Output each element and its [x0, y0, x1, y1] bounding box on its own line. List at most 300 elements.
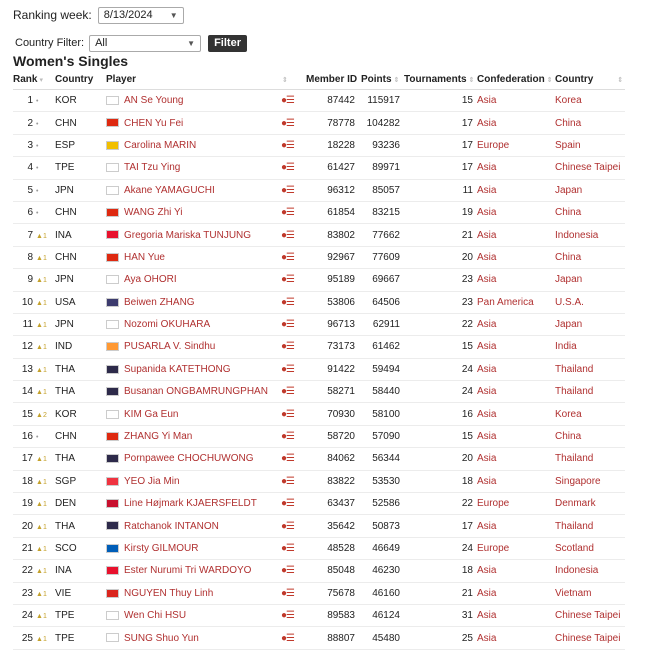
filter-button[interactable]: Filter [208, 35, 247, 52]
rank-change: 1 [42, 344, 47, 352]
rank-up-icon: ▲1 [36, 613, 47, 621]
points: 104282 [361, 112, 404, 134]
rank-change: 1 [42, 232, 47, 240]
rank-change: 1 [42, 299, 47, 307]
country-code: THA [55, 358, 106, 380]
table-row[interactable] [13, 560, 625, 582]
points: 58100 [361, 403, 404, 425]
tournaments: 20 [404, 448, 477, 470]
points: 52586 [361, 493, 404, 515]
player-name-link[interactable]: Busanan ONGBAMRUNGPHAN [124, 386, 268, 398]
country-name[interactable]: India [555, 336, 625, 358]
country-name[interactable]: Scotland [555, 537, 625, 559]
country-code: JPN [55, 269, 106, 291]
player-name-link[interactable]: Ratchanok INTANON [124, 520, 219, 532]
country-name[interactable]: Chinese Taipei [555, 627, 625, 649]
points: 59494 [361, 358, 404, 380]
country-name[interactable]: China [555, 112, 625, 134]
rank-same-icon: • [36, 165, 39, 173]
table-row[interactable] [13, 201, 625, 223]
player-profile-icon[interactable]: ●☰ [280, 319, 294, 331]
confederation[interactable]: Asia [477, 269, 555, 291]
player-name-link[interactable]: Pornpawee CHOCHUWONG [124, 453, 254, 465]
rank-up-icon: ▲1 [36, 366, 47, 374]
confederation[interactable]: Asia [477, 627, 555, 649]
sort-icon: ⇕ [393, 77, 400, 84]
player-name-link[interactable]: Nozomi OKUHARA [124, 319, 211, 331]
sort-icon: ⇕ [546, 77, 553, 84]
member-id: 53806 [306, 291, 361, 313]
player-name-link[interactable]: Ester Nurumi Tri WARDOYO [124, 565, 252, 577]
rank-same-icon: • [36, 187, 39, 195]
table-row[interactable] [13, 627, 625, 649]
member-id: 85048 [306, 560, 361, 582]
flag-icon [106, 163, 119, 172]
confederation[interactable]: Asia [477, 381, 555, 403]
player-profile-icon[interactable]: ●☰ [280, 587, 294, 599]
confederation[interactable]: Asia [477, 246, 555, 268]
chevron-down-icon: ▼ [187, 38, 196, 48]
player-name-link[interactable]: Supanida KATETHONG [124, 363, 231, 375]
table-row[interactable] [13, 358, 625, 380]
player-profile-icon[interactable]: ●☰ [280, 632, 294, 644]
tournaments: 24 [404, 537, 477, 559]
table-row[interactable] [13, 90, 625, 112]
flag-icon [106, 477, 119, 486]
rank-same-icon: • [36, 120, 39, 128]
rank-value: 24 [21, 610, 33, 622]
country-code: DEN [55, 493, 106, 515]
rank-cell [13, 313, 55, 335]
rank-value: 12 [21, 341, 33, 353]
flag-icon [106, 208, 119, 217]
country-filter-row [15, 34, 247, 52]
member-id: 75678 [306, 582, 361, 604]
rank-cell [13, 134, 55, 156]
player-cell [106, 246, 306, 268]
flag-icon [106, 298, 119, 307]
flag-icon [106, 365, 119, 374]
player-name-link[interactable]: Akane YAMAGUCHI [124, 184, 215, 196]
rank-cell [13, 448, 55, 470]
country-code: JPN [55, 313, 106, 335]
rank-value: 19 [21, 498, 33, 510]
points: 45480 [361, 627, 404, 649]
player-profile-icon[interactable]: ●☰ [280, 543, 294, 554]
table-row[interactable] [13, 515, 625, 537]
rank-change: 1 [42, 389, 47, 397]
col-country-name-label: Country [555, 74, 594, 85]
confederation[interactable]: Asia [477, 201, 555, 223]
points: 50873 [361, 515, 404, 537]
tournaments: 21 [404, 224, 477, 246]
points: 58440 [361, 381, 404, 403]
confederation[interactable]: Pan America [477, 291, 555, 313]
col-player[interactable] [106, 70, 306, 90]
rank-change: 1 [42, 254, 47, 262]
confederation[interactable]: Asia [477, 336, 555, 358]
player-name-link[interactable]: Gregoria Mariska TUNJUNG [124, 229, 252, 241]
player-name-link[interactable]: CHEN Yu Fei [124, 117, 184, 129]
player-cell [106, 157, 306, 179]
table-row[interactable] [13, 269, 625, 291]
player-cell [106, 269, 306, 291]
points: 64506 [361, 291, 404, 313]
flag-icon [106, 186, 119, 195]
rank-cell [13, 112, 55, 134]
points: 93236 [361, 134, 404, 156]
rank-cell [13, 381, 55, 403]
player-profile-icon[interactable]: ●☰ [280, 139, 294, 151]
member-id: 61427 [306, 157, 361, 179]
flag-icon [106, 633, 119, 642]
table-row[interactable] [13, 291, 625, 313]
rank-value: 3 [27, 139, 33, 151]
country-name[interactable]: Chinese Taipei [555, 157, 625, 179]
country-name[interactable]: Thailand [555, 448, 625, 470]
member-id: 96713 [306, 313, 361, 335]
points: 53530 [361, 470, 404, 492]
member-id: 63437 [306, 493, 361, 515]
country-name[interactable]: Japan [555, 269, 625, 291]
country-filter-select[interactable] [89, 35, 201, 52]
rank-cell [13, 604, 55, 626]
confederation[interactable]: Asia [477, 358, 555, 380]
rank-cell [13, 157, 55, 179]
table-row[interactable] [13, 470, 625, 492]
flag-icon [106, 544, 119, 553]
points: 77609 [361, 246, 404, 268]
country-name[interactable]: Japan [555, 179, 625, 201]
member-id: 84062 [306, 448, 361, 470]
tournaments: 16 [404, 403, 477, 425]
col-points-label: Points [361, 74, 392, 85]
country-filter-label: Country Filter: [15, 37, 85, 49]
player-cell [106, 336, 306, 358]
player-name-link[interactable]: HAN Yue [124, 251, 165, 263]
flag-icon [106, 432, 119, 441]
member-id: 58720 [306, 425, 361, 447]
player-profile-icon[interactable]: ●☰ [280, 229, 294, 241]
rank-change: 1 [42, 366, 47, 374]
country-name[interactable]: Japan [555, 313, 625, 335]
col-points[interactable] [361, 70, 404, 90]
player-name-link[interactable]: Beiwen ZHANG [124, 296, 195, 308]
country-name[interactable]: Thailand [555, 381, 625, 403]
player-profile-icon[interactable]: ●☰ [280, 565, 294, 577]
rank-value: 23 [21, 587, 33, 599]
rank-value: 1 [27, 95, 33, 107]
confederation[interactable]: Asia [477, 224, 555, 246]
player-name-link[interactable]: Kirsty GILMOUR [124, 543, 199, 554]
member-id: 91422 [306, 358, 361, 380]
player-profile-icon[interactable]: ●☰ [280, 207, 294, 219]
rank-same-icon: • [36, 142, 39, 150]
country-name[interactable]: China [555, 425, 625, 447]
member-id: 83822 [306, 470, 361, 492]
member-id: 92967 [306, 246, 361, 268]
col-member-id-label: Member ID [306, 74, 358, 85]
rank-up-icon: ▲1 [36, 299, 47, 307]
rank-up-icon: ▲1 [36, 277, 47, 285]
flag-icon [106, 118, 119, 127]
flag-icon [106, 387, 119, 396]
country-code: CHN [55, 425, 106, 447]
page-title: Women's Singles [13, 53, 129, 69]
confederation[interactable]: Asia [477, 448, 555, 470]
country-name[interactable]: Korea [555, 90, 625, 112]
country-name[interactable]: Spain [555, 134, 625, 156]
country-code: VIE [55, 582, 106, 604]
member-id: 73173 [306, 336, 361, 358]
tournaments: 17 [404, 515, 477, 537]
player-name-link[interactable]: ZHANG Yi Man [124, 431, 193, 443]
player-name-link[interactable]: SUNG Shuo Yun [124, 632, 199, 644]
country-name[interactable]: Singapore [555, 470, 625, 492]
flag-icon [106, 253, 119, 262]
country-code: THA [55, 448, 106, 470]
sort-icon: ⇕ [282, 77, 288, 84]
tournaments: 17 [404, 112, 477, 134]
table-row[interactable] [13, 246, 625, 268]
player-profile-icon[interactable]: ●☰ [280, 610, 294, 622]
rank-cell [13, 403, 55, 425]
tournaments: 25 [404, 627, 477, 649]
player-profile-icon[interactable]: ●☰ [280, 274, 294, 286]
player-cell [106, 381, 306, 403]
country-name[interactable]: Indonesia [555, 560, 625, 582]
player-profile-icon[interactable]: ●☰ [280, 498, 294, 510]
country-name[interactable]: Chinese Taipei [555, 604, 625, 626]
points: 46124 [361, 604, 404, 626]
player-profile-icon[interactable]: ●☰ [280, 453, 294, 465]
flag-icon [106, 521, 119, 530]
country-code: ESP [55, 134, 106, 156]
rank-cell [13, 537, 55, 559]
tournaments: 15 [404, 90, 477, 112]
rank-value: 22 [21, 565, 33, 577]
rank-value: 15 [21, 408, 33, 420]
table-row[interactable] [13, 582, 625, 604]
table-row[interactable] [13, 179, 625, 201]
player-profile-icon[interactable]: ●☰ [280, 341, 294, 353]
player-cell [106, 358, 306, 380]
rank-change: 1 [42, 478, 47, 486]
member-id: 48528 [306, 537, 361, 559]
rank-up-icon: ▲1 [36, 590, 47, 598]
country-code: CHN [55, 112, 106, 134]
tournaments: 20 [404, 246, 477, 268]
player-name-link[interactable]: PUSARLA V. Sindhu [124, 341, 216, 353]
points: 77662 [361, 224, 404, 246]
confederation[interactable]: Asia [477, 425, 555, 447]
flag-icon [106, 611, 119, 620]
confederation[interactable]: Asia [477, 313, 555, 335]
player-cell [106, 493, 306, 515]
player-name-link[interactable]: KIM Ga Eun [124, 408, 179, 420]
rank-value: 2 [27, 117, 33, 129]
table-row[interactable] [13, 493, 625, 515]
player-profile-icon[interactable]: ●☰ [280, 408, 294, 420]
col-confederation-label: Confederation [477, 74, 545, 85]
col-country[interactable] [55, 70, 106, 90]
table-row[interactable] [13, 448, 625, 470]
player-profile-icon[interactable]: ●☰ [280, 431, 294, 443]
country-name[interactable]: China [555, 246, 625, 268]
player-profile-icon[interactable]: ●☰ [280, 117, 294, 129]
flag-icon [106, 566, 119, 575]
country-name[interactable]: China [555, 201, 625, 223]
col-country-name[interactable] [555, 70, 625, 90]
member-id: 35642 [306, 515, 361, 537]
player-cell [106, 560, 306, 582]
rank-change: 1 [42, 523, 47, 531]
player-profile-icon[interactable]: ●☰ [280, 386, 294, 398]
rank-up-icon: ▲1 [36, 635, 47, 643]
country-name[interactable]: Denmark [555, 493, 625, 515]
rank-cell [13, 269, 55, 291]
ranking-week-value: 8/13/2024 [103, 9, 153, 21]
table-row[interactable] [13, 224, 625, 246]
confederation[interactable]: Asia [477, 112, 555, 134]
player-name-link[interactable]: TAI Tzu Ying [124, 162, 181, 174]
player-name-link[interactable]: NGUYEN Thuy Linh [124, 587, 214, 599]
table-row[interactable] [13, 134, 625, 156]
tournaments: 23 [404, 269, 477, 291]
sort-icon: ⇕ [468, 77, 475, 84]
rank-cell [13, 224, 55, 246]
confederation[interactable]: Asia [477, 179, 555, 201]
player-profile-icon[interactable]: ●☰ [280, 520, 294, 532]
table-row[interactable] [13, 537, 625, 559]
col-confederation[interactable] [477, 70, 555, 90]
player-profile-icon[interactable]: ●☰ [280, 251, 294, 263]
player-name-link[interactable]: Line Højmark KJAERSFELDT [124, 498, 257, 510]
rank-up-icon: ▲1 [36, 478, 47, 486]
country-name[interactable]: Indonesia [555, 224, 625, 246]
rank-up-icon: ▲1 [36, 254, 47, 262]
tournaments: 18 [404, 560, 477, 582]
country-name[interactable]: Vietnam [555, 582, 625, 604]
confederation[interactable]: Asia [477, 157, 555, 179]
rank-change: 1 [42, 501, 47, 509]
rank-up-icon: ▲2 [36, 411, 47, 419]
player-name-link[interactable]: Wen Chi HSU [124, 610, 187, 622]
col-rank-label: Rank [13, 74, 38, 85]
table-header [13, 70, 625, 90]
rank-change: 1 [42, 590, 47, 598]
rank-cell [13, 336, 55, 358]
country-name[interactable]: Thailand [555, 515, 625, 537]
player-name-link[interactable]: WANG Zhi Yi [124, 207, 183, 219]
flag-icon [106, 275, 119, 284]
rank-cell [13, 425, 55, 447]
country-code: THA [55, 381, 106, 403]
confederation[interactable]: Asia [477, 403, 555, 425]
col-rank[interactable] [13, 70, 55, 90]
table-row[interactable] [13, 313, 625, 335]
confederation[interactable]: Europe [477, 493, 555, 515]
confederation[interactable]: Asia [477, 560, 555, 582]
table-row[interactable] [13, 336, 625, 358]
confederation[interactable]: Asia [477, 470, 555, 492]
confederation[interactable]: Asia [477, 582, 555, 604]
rank-value: 21 [21, 543, 33, 554]
rank-value: 8 [27, 251, 33, 263]
rank-cell [13, 246, 55, 268]
confederation[interactable]: Asia [477, 90, 555, 112]
flag-icon [106, 342, 119, 351]
table-row[interactable] [13, 403, 625, 425]
player-cell [106, 201, 306, 223]
rank-up-icon: ▲1 [36, 523, 47, 531]
table-row[interactable] [13, 425, 625, 447]
player-cell [106, 90, 306, 112]
confederation[interactable]: Asia [477, 515, 555, 537]
rank-value: 9 [27, 274, 33, 286]
player-profile-icon[interactable]: ●☰ [280, 296, 294, 308]
member-id: 70930 [306, 403, 361, 425]
player-name-link[interactable]: Aya OHORI [124, 274, 177, 286]
player-cell [106, 403, 306, 425]
player-profile-icon[interactable]: ●☰ [280, 363, 294, 375]
rank-cell [13, 470, 55, 492]
ranking-table-body [13, 90, 625, 650]
points: 62911 [361, 313, 404, 335]
rank-value: 11 [22, 319, 33, 331]
rank-cell [13, 560, 55, 582]
table-row[interactable] [13, 381, 625, 403]
flag-icon [106, 320, 119, 329]
country-filter-value: All [95, 37, 108, 49]
flag-icon [106, 96, 119, 105]
confederation[interactable]: Europe [477, 537, 555, 559]
rank-change: 1 [42, 322, 47, 330]
table-row[interactable] [13, 157, 625, 179]
player-profile-icon[interactable]: ●☰ [280, 184, 294, 196]
country-name[interactable]: U.S.A. [555, 291, 625, 313]
rank-change: 1 [42, 568, 47, 576]
country-name[interactable]: Thailand [555, 358, 625, 380]
col-tournaments[interactable] [404, 70, 477, 90]
player-name-link[interactable]: Carolina MARIN [124, 139, 197, 151]
country-code: JPN [55, 179, 106, 201]
ranking-week-select[interactable] [98, 7, 184, 24]
rank-cell [13, 358, 55, 380]
player-cell [106, 134, 306, 156]
sort-icon: ⇕ [617, 77, 624, 84]
col-member-id[interactable] [306, 70, 361, 90]
tournaments: 23 [404, 291, 477, 313]
player-cell [106, 179, 306, 201]
table-row[interactable] [13, 604, 625, 626]
country-name[interactable]: Korea [555, 403, 625, 425]
rank-change: 1 [42, 613, 47, 621]
member-id: 87442 [306, 90, 361, 112]
player-profile-icon[interactable]: ●☰ [280, 475, 294, 487]
player-profile-icon[interactable]: ●☰ [280, 162, 294, 174]
rank-up-icon: ▲1 [36, 501, 47, 509]
rank-value: 20 [21, 520, 33, 532]
table-row[interactable] [13, 112, 625, 134]
player-name-link[interactable]: YEO Jia Min [124, 475, 180, 487]
player-cell [106, 313, 306, 335]
player-name-link[interactable]: AN Se Young [124, 95, 184, 107]
player-profile-icon[interactable]: ●☰ [280, 95, 294, 107]
confederation[interactable]: Europe [477, 134, 555, 156]
flag-icon [106, 410, 119, 419]
confederation[interactable]: Asia [477, 604, 555, 626]
